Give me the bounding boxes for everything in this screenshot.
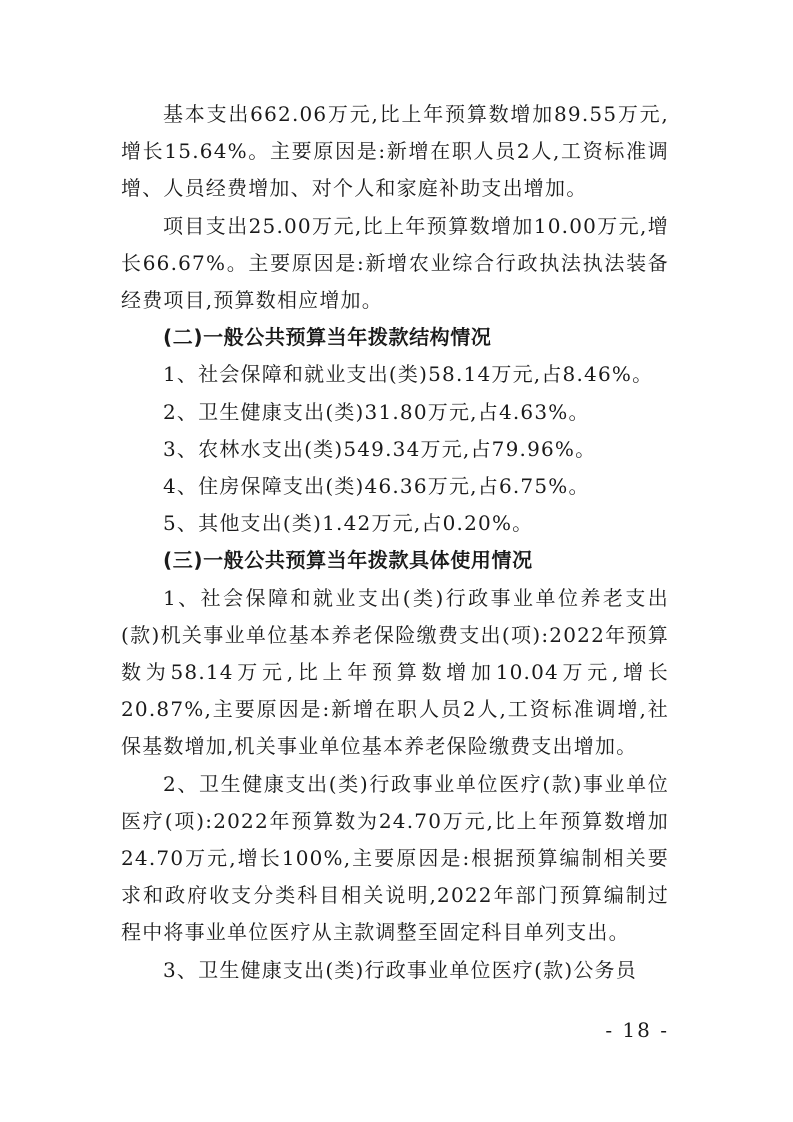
list-item: 1、社会保障和就业支出(类)58.14万元,占8.46%。 <box>163 362 654 387</box>
paragraph-social-security: 1、社会保障和就业支出(类)行政事业单位养老支出(款)机关事业单位基本养老保险缴费支出(项):2022年预算数为58.14万元,比上年预算数增加10.04万元,增长20.87%,主要原因是:新增在职人员2人,工资标准调增,社保基数增加,机关事业单位基本养老保险缴费支出增加。 <box>121 585 669 759</box>
section-heading-structure: (二)一般公共预算当年拨款结构情况 <box>163 325 492 350</box>
section-heading-usage: (三)一般公共预算当年拨款具体使用情况 <box>163 548 533 573</box>
paragraph-basic-expenditure: 基本支出662.06万元,比上年预算数增加89.55万元,增长15.64%。主要原因是:新增在职人员2人,工资标准调增、人员经费增加、对个人和家庭补助支出增加。 <box>121 102 669 201</box>
paragraph-health-institution: 2、卫生健康支出(类)行政事业单位医疗(款)事业单位医疗(项):2022年预算数为24.70万元,比上年预算数增加24.70万元,增长100%,主要原因是:根据预算编制相关要求和政府收支分类科目相关说明,2022年部门预算编制过程中将事业单位医疗从主款调整至固定科目单列支出。 <box>121 771 669 945</box>
list-item: 3、农林水支出(类)549.34万元,占79.96%。 <box>163 436 597 461</box>
paragraph-health-civil-servant: 3、卫生健康支出(类)行政事业单位医疗(款)公务员 <box>163 957 637 982</box>
list-item: 4、住房保障支出(类)46.36万元,占6.75%。 <box>163 474 590 499</box>
paragraph-project-expenditure: 项目支出25.00万元,比上年预算数增加10.00万元,增长66.67%。主要原因是:新增农业综合行政执法执法装备经费项目,预算数相应增加。 <box>121 213 669 313</box>
page-number: - 18 - <box>605 1018 669 1042</box>
body-text <box>121 96 669 989</box>
list-item: 2、卫生健康支出(类)31.80万元,占4.63%。 <box>163 399 590 424</box>
list-item: 5、其他支出(类)1.42万元,占0.20%。 <box>163 511 534 536</box>
